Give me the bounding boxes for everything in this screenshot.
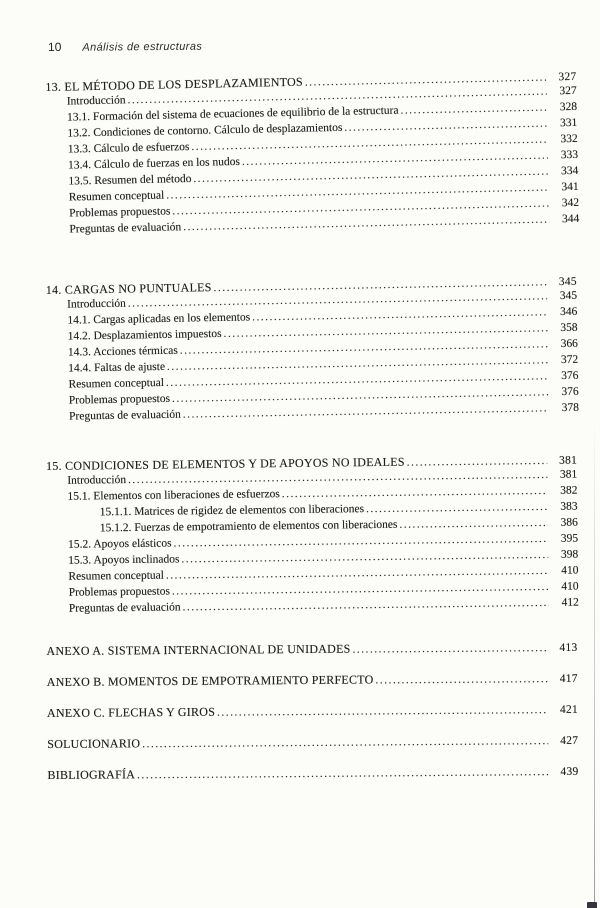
toc-entry-page-number: 417 (559, 672, 578, 685)
toc-entry-page-number: 372 (560, 353, 579, 367)
toc-entry-label: Introducción (67, 474, 127, 487)
toc-entry-label: 14. CARGAS NO PUNTUALES (45, 280, 212, 298)
toc-entry-page-number: 327 (558, 70, 577, 84)
toc-entry-page-number: 410 (561, 580, 579, 593)
toc-entry-label: 15.1. Elementos con liberaciones de esfuerzos (67, 488, 280, 503)
toc-section-annexes (46, 640, 578, 784)
toc-entry-page-number: 439 (560, 765, 579, 778)
toc-entry-page-number: 342 (561, 196, 580, 210)
dot-leader (282, 485, 548, 500)
dot-leader (399, 517, 548, 531)
toc-section-chapter-13 (45, 69, 579, 240)
toc-entry-label: Preguntas de evaluación (68, 408, 181, 423)
toc-entry-page-number: 328 (559, 100, 578, 114)
toc-entry-label: 15.2. Apoyos elásticos (67, 537, 172, 551)
toc-entry-label: Problemas propuestos (68, 392, 171, 407)
dot-leader (352, 640, 547, 657)
toc-entry-page-number: 383 (560, 500, 578, 513)
toc-entry-page-number: 382 (560, 484, 578, 497)
toc-entry-page-number: 381 (559, 454, 578, 467)
toc-entry-page-number: 358 (560, 321, 578, 335)
toc-entry-label: 15. CONDICIONES DE ELEMENTOS Y DE APOYOS NO IDEALES (46, 454, 405, 474)
toc-entry-label: Introducción (67, 297, 126, 311)
toc-entry-page-number: 412 (561, 596, 579, 609)
toc-entry-label: 13.2. Condiciones de contorno. Cálculo de desplazamientos (67, 121, 343, 140)
dot-leader (400, 102, 547, 117)
toc-entry-label: 15.1.2. Fuerzas de empotramiento de elementos con liberaciones (99, 518, 398, 535)
header-book-title: Análisis de estructuras (82, 40, 203, 54)
toc-entry-label: ANEXO B. MOMENTOS DE EMPOTRAMIENTO PERFECTO (46, 672, 374, 690)
toc-entry-page-number: 345 (559, 289, 578, 303)
toc-entry-label: SOLUCIONARIO (47, 736, 141, 751)
toc-entry-label: 14.1. Cargas aplicadas en los elementos (67, 311, 251, 327)
scan-page-edge-line (594, 420, 596, 908)
scan-corner-artifact (587, 902, 597, 908)
toc-entry-label: Problemas propuestos (69, 205, 171, 220)
toc-entry (47, 702, 578, 722)
toc-entry-label: ANEXO C. FLECHAS Y GIROS (46, 704, 216, 720)
toc-entry (47, 733, 578, 753)
toc-entry-page-number: 327 (559, 84, 577, 98)
toc-entry-label: Resumen conceptual (68, 189, 165, 204)
toc-entry-page-number: 366 (560, 337, 578, 351)
toc-entry-page-number: 376 (561, 369, 579, 383)
toc-entry-label: 13. EL MÉTODO DE LOS DESPLAZAMIENTOS (45, 74, 304, 95)
toc-entry-page-number: 386 (560, 516, 578, 529)
toc-entry-page-number: 346 (559, 305, 578, 319)
dot-leader (137, 764, 548, 782)
toc-section-chapter-14 (46, 274, 579, 427)
toc-entry (47, 764, 578, 784)
header-page-number: 10 (47, 39, 62, 54)
toc-entry-label: Resumen conceptual (68, 569, 165, 583)
toc-entry-label: 15.1.1. Matrices de rigidez de elementos con liberaciones (99, 503, 365, 519)
toc-entry (47, 671, 578, 691)
toc-entry-page-number: 381 (559, 468, 578, 481)
toc-entry-page-number: 345 (558, 275, 577, 289)
toc-entry-label: 13.5. Resumen del método (68, 172, 192, 188)
toc-entry-label: Problemas propuestos (68, 585, 170, 599)
toc-entry-page-number: 378 (561, 401, 580, 415)
toc-entry-page-number: 333 (560, 148, 579, 162)
toc-entry (46, 640, 577, 660)
toc-entry-page-number: 331 (559, 116, 578, 130)
dot-leader (217, 702, 548, 720)
toc-entry-page-number: 332 (560, 132, 578, 146)
toc-entry-page-number: 376 (561, 385, 579, 399)
toc-entry-label: ANEXO A. SISTEMA INTERNACIONAL DE UNIDADES (46, 641, 351, 659)
dot-leader (375, 671, 547, 687)
running-header (48, 39, 202, 54)
toc-entry-page-number: 334 (560, 164, 579, 178)
toc-entry-label: Preguntas de evaluación (68, 601, 181, 615)
toc-entry-label: 14.2. Desplazamientos impuestos (67, 327, 222, 343)
toc-entry-label: 14.4. Faltas de ajuste (68, 360, 166, 375)
dot-leader (142, 733, 548, 751)
toc-entry-page-number: 344 (561, 212, 580, 226)
toc-entry-label: 15.3. Apoyos inclinados (68, 553, 180, 567)
toc-entry-label: 13.1. Formación del sistema de ecuaciones de equilibrio de la estructura (66, 104, 399, 124)
toc-entry-label: BIBLIOGRAFÍA (47, 767, 136, 782)
toc-entry-page-number: 398 (560, 548, 579, 561)
toc-section-chapter-15 (46, 453, 579, 619)
toc-entry-page-number: 427 (560, 734, 579, 747)
toc-entry-label: Resumen conceptual (68, 376, 165, 391)
toc-entry-page-number: 410 (561, 564, 579, 577)
toc-entry-label: 14.3. Acciones térmicas (67, 344, 178, 359)
toc-entry-page-number: 341 (561, 180, 579, 194)
toc-entry-page-number: 413 (559, 641, 578, 654)
toc-entry-label: 13.3. Cálculo de esfuerzos (67, 141, 190, 156)
toc-entry-page-number: 395 (560, 532, 579, 545)
toc-entry-label: 13.4. Cálculo de fuerzas en los nudos (67, 155, 241, 172)
toc-entry-page-number: 421 (559, 703, 579, 716)
dot-leader (407, 453, 548, 470)
dot-leader (366, 501, 548, 515)
table-of-contents (45, 70, 580, 799)
toc-entry-label: Preguntas de evaluación (69, 221, 182, 236)
toc-entry-label: Introducción (66, 94, 126, 108)
